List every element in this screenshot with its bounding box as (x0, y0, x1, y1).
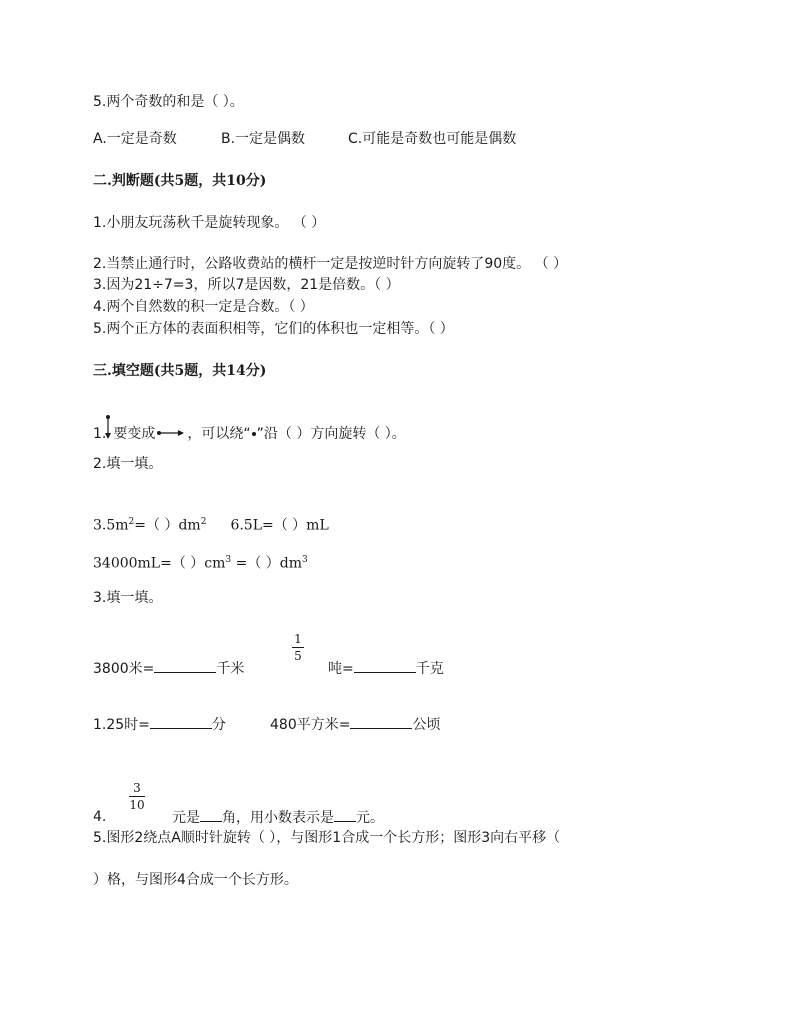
fill-item-4-text-a: 元是 (172, 810, 200, 826)
question-5-stem: 5.两个奇数的和是（ ）。 (93, 94, 244, 110)
area-unit-left: 480平方米= (270, 717, 351, 733)
fill-item-4 (172, 807, 384, 828)
fill-item-4-text-c: 元。 (356, 810, 384, 826)
fraction-one-fifth (292, 632, 304, 663)
fill-item-4-text-b: 角，用小数表示是 (222, 810, 334, 826)
section-3-heading: 三.填空题(共5题，共14分) (93, 363, 267, 379)
fill-item-1-text-b: ，可以绕“ (187, 426, 251, 442)
volume-conversion-a: 34000mL=（ ）cm (93, 555, 226, 572)
length-conversion-right: 千米 (216, 661, 245, 677)
fraction-bar (292, 647, 304, 648)
exponent: 3 (302, 555, 308, 565)
fraction-numerator: 3 (133, 781, 141, 795)
fill-item-5-line-1: 5.图形2绕点A顺时针旋转（ ），与图形1合成一个长方形；图形3向右平移（ (93, 830, 561, 846)
question-5-options (93, 129, 593, 149)
fill-item-4-number: 4. (93, 809, 107, 825)
fraction-bar (129, 796, 145, 797)
fill-item-1-text-a: 要变成 (113, 426, 156, 442)
fill-item-1-number: 1. (93, 426, 107, 442)
judge-item-5: 5.两个正方体的表面积相等，它们的体积也一定相等。（ ） (93, 321, 454, 337)
answer-blank[interactable] (150, 714, 212, 729)
fill-item-2-title: 2.填一填。 (93, 456, 163, 472)
option-a: A.一定是奇数 (93, 131, 177, 147)
area-conversion-b: =（ ）dm (134, 517, 201, 534)
length-conversion-left: 3800米= (93, 661, 155, 677)
time-conversion-right: 分 (211, 717, 226, 733)
answer-blank[interactable] (354, 658, 416, 673)
exponent: 2 (200, 517, 207, 527)
fill-item-5-line-2: ）格，与图形4合成一个长方形。 (93, 872, 298, 888)
fraction-numerator: 1 (294, 632, 302, 646)
time-conversion-left: 1.25时= (93, 717, 150, 733)
area-conversion-a: 3.5m (93, 517, 129, 534)
fill-item-1-text-c: ”沿（ ）方向旋转（ ）。 (256, 426, 406, 442)
fill-item-3-title: 3.填一填。 (93, 590, 163, 606)
judge-item-4: 4.两个自然数的积一定是合数。（ ） (93, 299, 314, 315)
option-c: C.可能是奇数也可能是偶数 (348, 131, 517, 147)
fill-item-2-row-2 (93, 550, 308, 574)
volume-conversion: 6.5L=（ ）mL (230, 517, 329, 534)
answer-blank[interactable] (200, 807, 222, 822)
fraction-denominator: 5 (294, 649, 302, 663)
fraction-denominator: 10 (129, 798, 145, 812)
arrow-right-icon (156, 428, 186, 438)
mass-conversion-left: 吨= (328, 661, 354, 677)
answer-blank[interactable] (350, 714, 412, 729)
option-b: B.一定是偶数 (221, 131, 306, 147)
fill-item-3-d (270, 714, 440, 735)
judge-item-3: 3.因为21÷7=3，所以7是因数，21是倍数。（ ） (93, 277, 400, 293)
fraction-three-tenths (129, 781, 145, 812)
answer-blank[interactable] (154, 658, 216, 673)
fill-item-3-a (93, 658, 244, 679)
arrow-down-icon (104, 414, 112, 444)
volume-conversion-b: =（ ）dm (231, 555, 303, 572)
area-unit-right: 公顷 (412, 717, 441, 733)
fill-item-2-row-1 (93, 512, 329, 536)
exponent: 3 (225, 555, 232, 565)
judge-item-1: 1.小朋友玩荡秋千是旋转现象。 （ ） (93, 215, 326, 231)
mass-conversion-right: 千克 (415, 661, 444, 677)
fill-item-1 (93, 414, 406, 444)
fill-item-3-c (93, 714, 226, 735)
answer-blank[interactable] (334, 807, 356, 822)
fill-item-3-b (328, 658, 444, 679)
judge-item-2: 2.当禁止通行时，公路收费站的横杆一定是按逆时针方向旋转了90度。 （ ） (93, 256, 568, 272)
section-2-heading: 二.判断题(共5题，共10分) (93, 173, 267, 189)
exponent: 2 (128, 517, 135, 527)
